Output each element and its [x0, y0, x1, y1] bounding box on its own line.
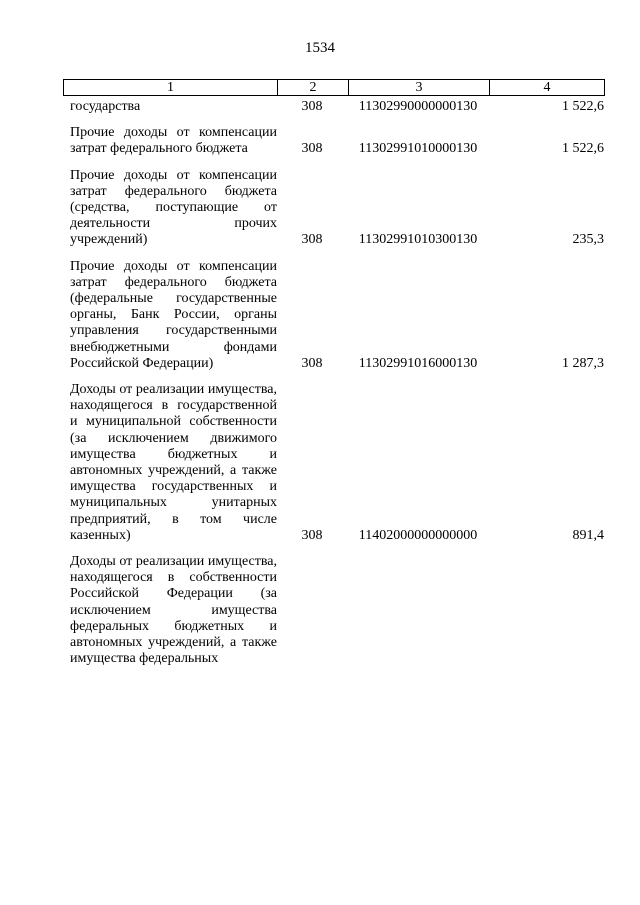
row-amount: 1 287,3: [562, 355, 604, 371]
row-budget-code: 11402000000000000: [358, 527, 478, 543]
table-row: [63, 259, 605, 372]
row-description: государства: [70, 99, 141, 114]
row-amount: 235,3: [572, 232, 604, 248]
row-admin-code: 308: [301, 232, 323, 248]
table-row: [63, 99, 605, 115]
header-col-3: 3: [415, 80, 423, 95]
row-description: Прочие доходы от компенсации затрат федерального бюджета (федеральные государственные органы, Банк России, органы управления государственными внебюджетными фондами Российской Федерации): [70, 258, 277, 371]
table-header: [63, 79, 605, 96]
page-number: 1534: [305, 40, 335, 56]
row-budget-code: 11302991016000130: [358, 355, 478, 371]
row-description: Прочие доходы от компенсации затрат федерального бюджета: [70, 125, 277, 157]
table-row: [63, 125, 605, 157]
row-amount: 1 522,6: [562, 99, 604, 114]
header-col-1: 1: [167, 80, 174, 95]
row-description: Доходы от реализации имущества, находящегося в государственной и муниципальной собственности (за исключением движимого имущества бюджетных и автономных учреждений, а также имущества государственных и муниципальных унитарных предприятий, в том числе казенных): [70, 382, 277, 543]
row-amount: 891,4: [572, 527, 604, 543]
row-budget-code: 11302991010000130: [358, 141, 478, 157]
row-description: Доходы от реализации имущества, находящегося в собственности Российской Федерации (за исключением имущества федеральных бюджетных и автономных учреждений, а также имущества федеральных: [70, 554, 277, 667]
row-admin-code: 308: [301, 355, 323, 371]
row-budget-code: 11302990000000130: [358, 99, 478, 114]
table-row: [63, 382, 605, 544]
row-admin-code: 308: [301, 99, 323, 114]
row-admin-code: 308: [301, 141, 323, 157]
row-description: Прочие доходы от компенсации затрат федерального бюджета (средства, поступающие от деятельности прочих учреждений): [70, 167, 277, 248]
table-row: [63, 554, 605, 667]
header-col-4: 4: [543, 80, 551, 95]
row-amount: 1 522,6: [562, 141, 604, 157]
budget-table: [63, 79, 605, 668]
header-col-2: 2: [309, 80, 317, 95]
table-row: [63, 168, 605, 249]
row-admin-code: 308: [301, 527, 323, 543]
row-budget-code: 11302991010300130: [358, 232, 478, 248]
